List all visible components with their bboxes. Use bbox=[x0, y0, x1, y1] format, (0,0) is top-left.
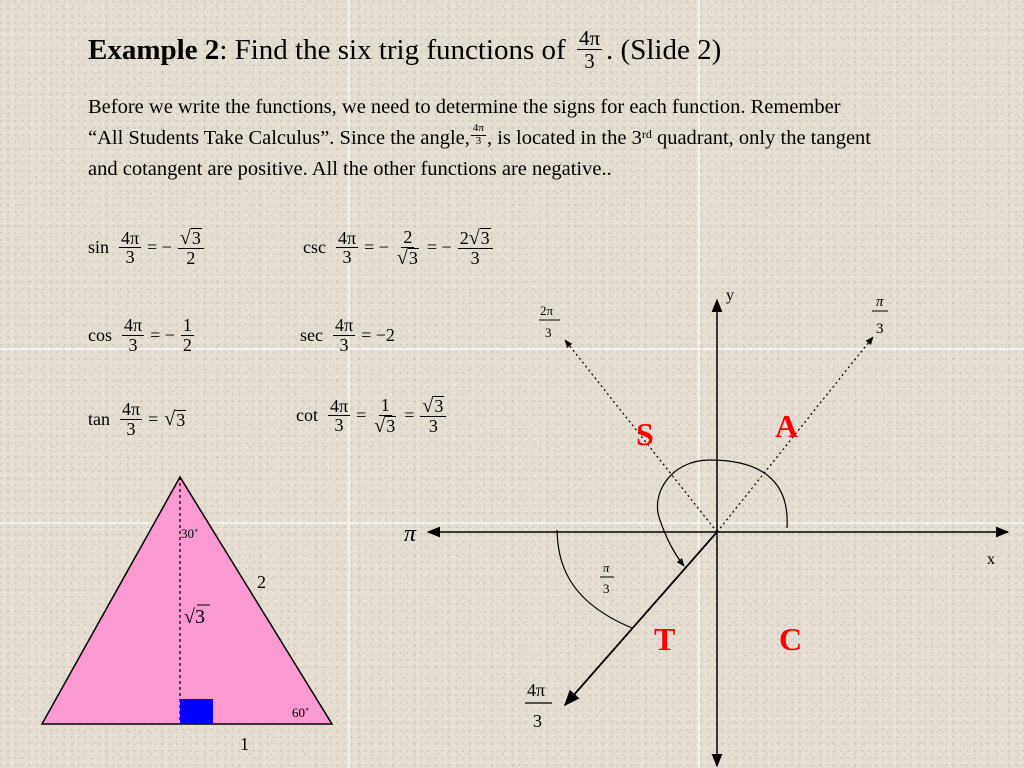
title-text: : Find the six trig functions of bbox=[219, 34, 573, 67]
quadrant-letter-s: S bbox=[636, 416, 654, 452]
quadrant-letter-t: T bbox=[654, 621, 676, 657]
svg-text:3: 3 bbox=[533, 711, 542, 731]
height-label: √3 bbox=[184, 606, 205, 628]
right-angle-marker bbox=[180, 699, 213, 724]
tan-equation: tan $\frac{4\pi}{3}$ = √ 3 bbox=[88, 399, 186, 439]
svg-text:3: 3 bbox=[876, 321, 884, 337]
reference-angle-arc bbox=[557, 530, 632, 628]
quadrant-letter-c: C bbox=[779, 621, 803, 657]
label-reference-angle bbox=[600, 560, 614, 596]
intro-paragraph: Before we write the functions, we need to determine the signs for each function. Remember “All Students Take Calculus”. Since the angle, $\frac{4\pi}{3}$ , is located in the 3rd quadrant, only the tangent and cotangent are positive. All the other functions are negative.. bbox=[88, 96, 872, 180]
label-2pi-over-3 bbox=[539, 303, 560, 340]
quadrant-letter-a: A bbox=[775, 408, 799, 444]
triangle-shape bbox=[42, 477, 332, 724]
title-suffix: . (Slide 2) bbox=[606, 34, 722, 67]
svg-text:2π: 2π bbox=[540, 303, 554, 318]
pi-axis-label: π bbox=[404, 521, 417, 547]
cot-equation: cot $\frac{4\pi}{3}$ = 1 √ 3 = √ 3 3 bbox=[296, 396, 446, 436]
svg-text:π: π bbox=[876, 294, 884, 310]
top-angle-label: 30˚ bbox=[181, 526, 199, 541]
svg-text:4π: 4π bbox=[527, 680, 546, 700]
sin-equation: sin $\frac{4\pi}{3}$ = − √ 3 2 bbox=[88, 228, 204, 268]
bottom-angle-label: 60˚ bbox=[292, 705, 310, 720]
coordinate-axes bbox=[404, 287, 1008, 766]
title-bold: Example 2 bbox=[88, 34, 220, 67]
x-axis-label: x bbox=[987, 551, 995, 568]
rotation-arc bbox=[657, 460, 787, 566]
hypotenuse-label: 2 bbox=[257, 572, 266, 592]
svg-text:3: 3 bbox=[545, 325, 552, 340]
title-angle-fraction: $\frac{4\pi}{3}$ bbox=[578, 26, 601, 74]
cos-equation: cos $\frac{4\pi}{3}$ = − $\frac{1}{2}$ bbox=[88, 315, 192, 355]
csc-equation: csc $\frac{4\pi}{3}$ = − 2 √ 3 = − 2 √ 3 3 bbox=[303, 228, 493, 268]
label-4pi-over-3 bbox=[525, 680, 552, 731]
sec-equation: sec $\frac{4\pi}{3}$ = −2 bbox=[300, 315, 395, 355]
svg-text:3: 3 bbox=[603, 581, 610, 596]
special-triangle bbox=[42, 477, 332, 754]
base-label: 1 bbox=[240, 734, 249, 754]
svg-text:π: π bbox=[603, 560, 610, 575]
paragraph-angle-fraction: $\frac{4\pi}{3}$ bbox=[472, 122, 484, 147]
ray-4pi-over-3 bbox=[565, 532, 717, 705]
label-pi-over-3 bbox=[872, 294, 888, 337]
y-axis-label: y bbox=[726, 287, 734, 304]
